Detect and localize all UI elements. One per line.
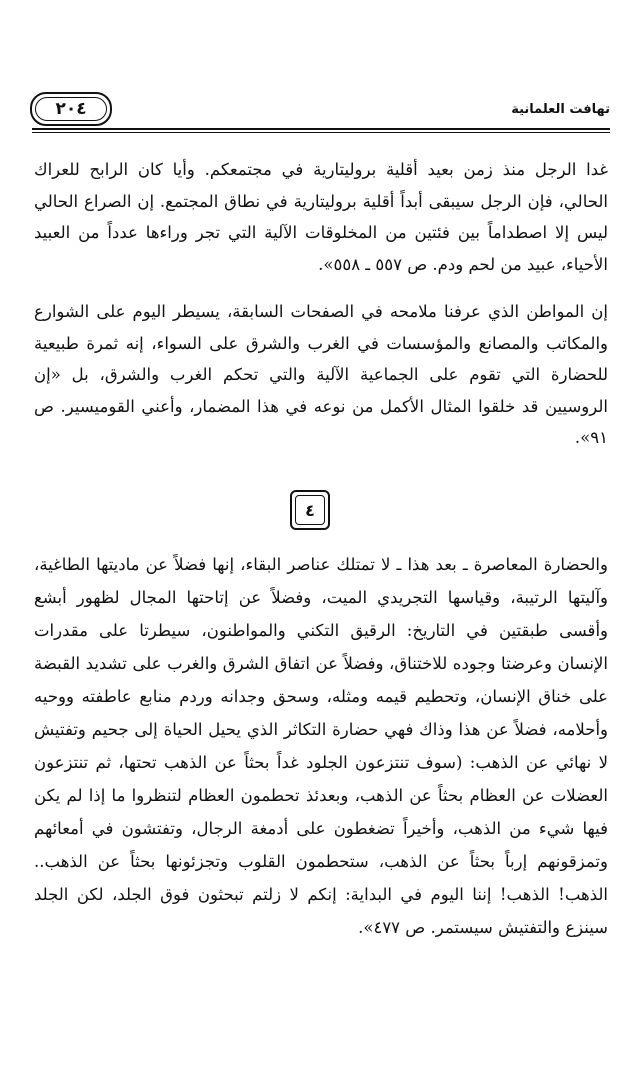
text-block-top <box>34 154 608 470</box>
paragraph: غدا الرجل منذ زمن بعيد أقلية بروليتارية في مجتمعكم. وأيا كان الرابح للعراك الحالي، فإن الرجل سيبقى أبداً أقلية بروليتارية في نطاق المجتمع. إن الصراع الحالي ليس إلا اصطداماً بين فئتين من المخلوقات الآلية التي تجر وراءها عدداً من العبيد الأحياء، عبيد من لحم ودم. ص ٥٥٧ ـ ٥٥٨». <box>34 160 608 274</box>
running-title: تهافت العلمانية <box>511 102 610 117</box>
page-header <box>30 92 610 136</box>
paragraph: إن المواطن الذي عرفنا ملامحه في الصفحات السابقة، يسيطر اليوم على الشوارع والمكاتب والمصانع والمؤسسات في الغرب والشرق على السواء، إنه ثمرة طبيعية للحضارة التي تقوم على الجماعية الآلية والتي تحكم الغرب والشرق، بل «إن الروسيين قد خلقوا المثال الأكمل من نوعه في هذا المضمار، وأعني القوميسير. ص ٩١». <box>34 302 608 447</box>
section-number-frame <box>290 490 330 530</box>
header-divider <box>32 128 610 130</box>
page-number: ٢٠٤ <box>55 99 87 119</box>
text-block-bottom <box>34 548 608 960</box>
paragraph: والحضارة المعاصرة ـ بعد هذا ـ لا تمتلك عناصر البقاء، إنها فضلاً عن ماديتها الطاغية، وآليتها الرتيبة، وقياسها التجريدي الميت، وفضلاً عن إتاحتها المجال لظهور أبشع وأقسى طبقتين في التاريخ: الرقيق التكني والمواطنون، سيطرتا على مقدرات الإنسان وعرضتا وجوده للاختناق، وفضلاً عن اتفاق الشرق والغرب على تشديد القبضة على خناق الإنسان، وتحطيم قيمه ومثله، وسحق وجدانه وردم منابع عاطفته ووحيه وأحلامه، فضلاً عن هذا وذاك فهي حضارة التكاثر الذي يحيل الحياة إلى جحيم وتفتيش لا نهائي عن الذهب: (سوف تنتزعون الجلود غداً بحثاً عن الذهب تحتها، ثم تنتزعون العضلات عن العظام بحثاً عن الذهب، وبعدئذ تحطمون العظام لتنظروا ما إذا لم يكن فيها شيء من الذهب، وأخيراً تضغطون على أدمغة الرجال، وتفتشون في أمعائهم وتمزقونهم إرباً بحثاً عن الذهب، ستحطمون القلوب وتجزئونها بحثاً عن الذهب.. الذهب! الذهب! إننا اليوم في البداية: إنكم لا زلتم تبحثون فوق الجلد، لكن الجلد سينزع والتفتيش سيستمر. ص ٤٧٧». <box>34 555 608 937</box>
section-number: ٤ <box>305 500 315 520</box>
page-number-frame <box>30 92 112 126</box>
